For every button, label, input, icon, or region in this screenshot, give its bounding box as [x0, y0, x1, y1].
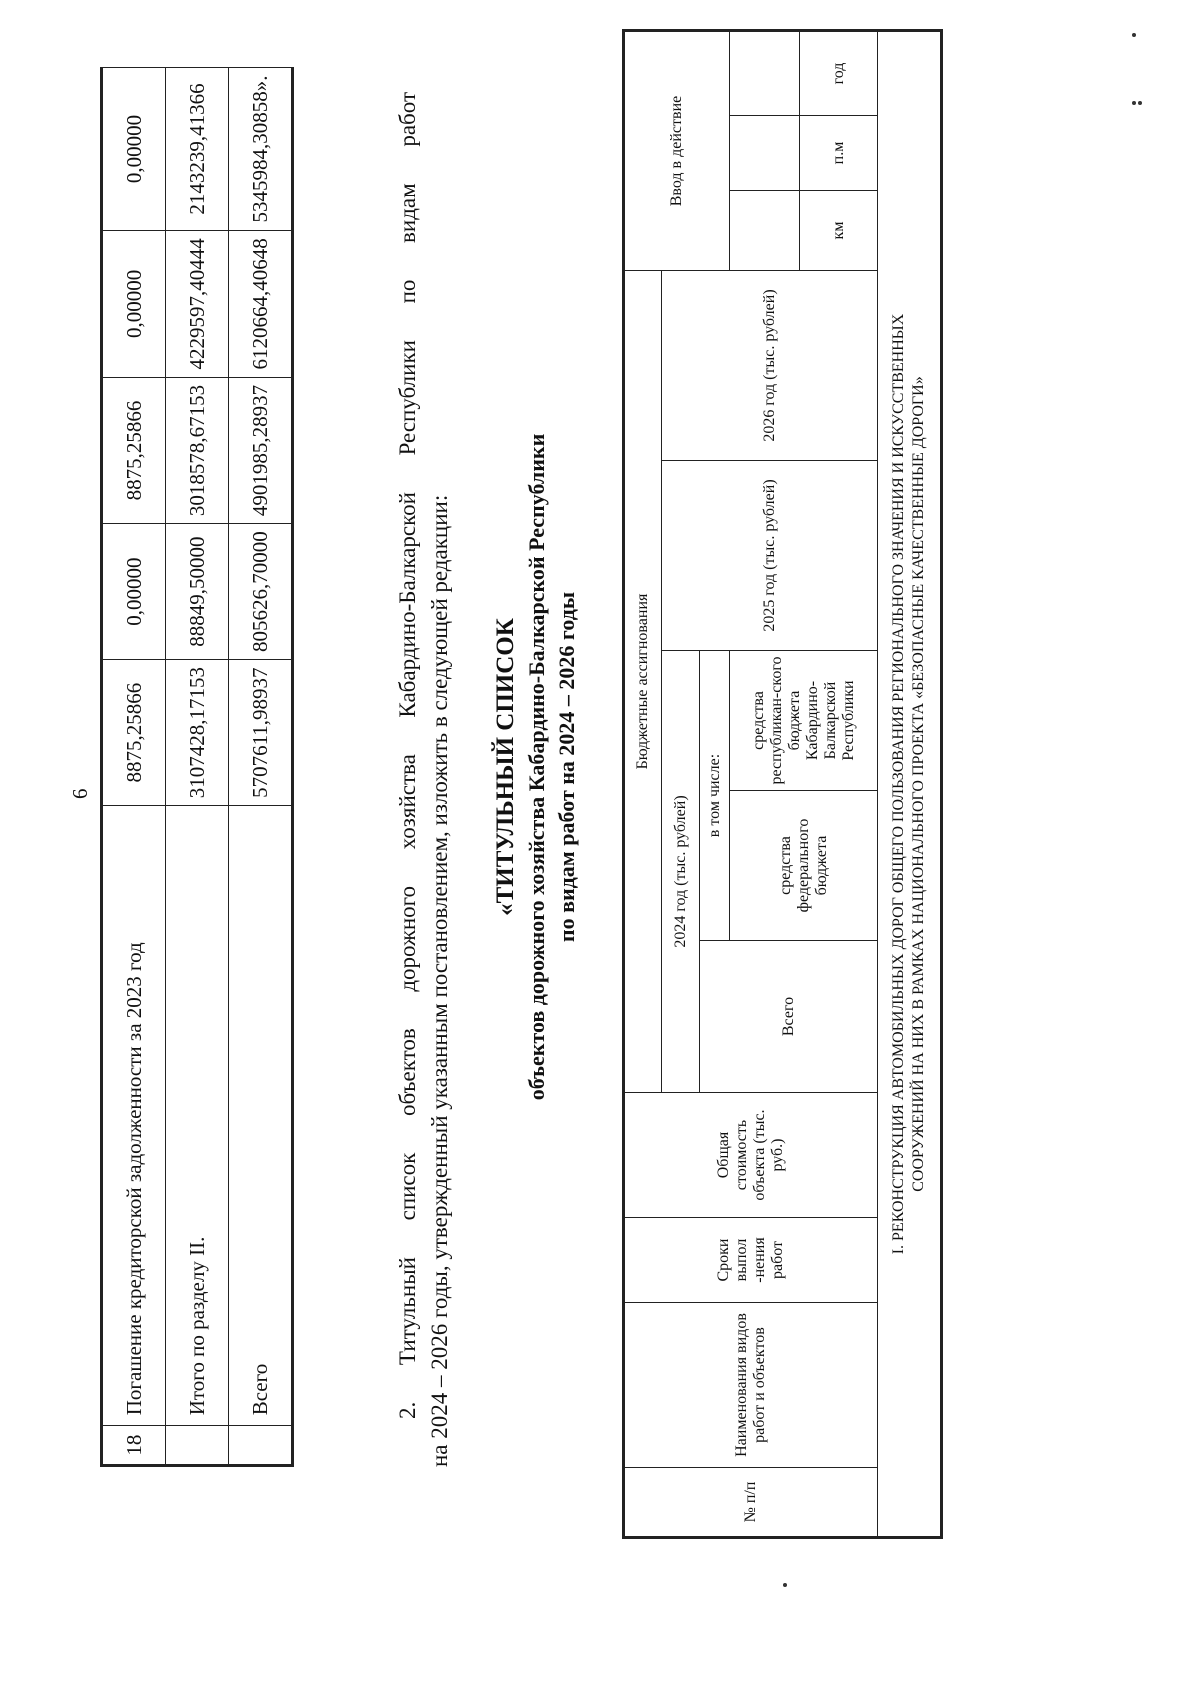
cell-value: 2143239,41366 — [166, 68, 229, 231]
cell-value: 4901985,28937 — [229, 377, 293, 524]
header-terms: Сроки выпол -нения работ — [624, 1218, 878, 1303]
header-commissioning: Ввод в действие — [624, 31, 730, 271]
header-total-cost: Общая стоимость объекта (тыс. руб.) — [624, 1093, 878, 1218]
header-name: Наименования видов работ и объектов — [624, 1303, 878, 1468]
table-row — [166, 68, 229, 1466]
scan-speck — [1132, 33, 1136, 37]
financing-table — [100, 67, 294, 1467]
header-year-2024: 2024 год (тыс. рублей) — [662, 651, 700, 1093]
titular-list-table — [622, 29, 943, 1539]
cell-value: 5707611,98937 — [229, 659, 293, 806]
row-number: 18 — [102, 1426, 166, 1466]
header-federal-funds: средства федерального бюджета — [730, 791, 878, 941]
header-blank-cell — [730, 116, 800, 191]
scan-speck — [1132, 101, 1136, 105]
row-number — [229, 1426, 293, 1466]
cell-value: 88849,50000 — [166, 524, 229, 660]
header-blank-cell — [730, 31, 800, 116]
scan-speck — [783, 1583, 787, 1587]
cell-value: 3018578,67153 — [166, 377, 229, 524]
header-total: Всего — [700, 941, 878, 1093]
table-row — [102, 68, 166, 1466]
amendment-paragraph — [392, 92, 456, 1467]
cell-value: 0,00000 — [102, 231, 166, 378]
paragraph-line: 2. Титульный список объектов дорожного хозяйства Кабардино-Балкарской Республики по видам работ — [395, 92, 420, 1419]
header-year: год — [800, 31, 878, 116]
header-year-2026: 2026 год (тыс. рублей) — [662, 271, 878, 461]
header-including: в том числе: — [700, 651, 730, 941]
header-km: км — [800, 191, 878, 271]
page-number: 6 — [68, 788, 92, 799]
cell-value: 0,00000 — [102, 68, 166, 231]
title-subtitle: объектов дорожного хозяйства Кабардино-Балкарской Республики — [524, 433, 549, 1101]
cell-value: 805626,70000 — [229, 524, 293, 660]
section-heading-line: СООРУЖЕНИЙ НА НИХ В РАМКАХ НАЦИОНАЛЬНОГО ПРОЕКТА «БЕЗОПАСНЫЕ КАЧЕСТВЕННЫЕ ДОРОГИ» — [910, 376, 927, 1192]
title-subtitle: по видам работ на 2024 – 2026 годы — [554, 591, 579, 943]
cell-value: 0,00000 — [102, 524, 166, 660]
row-name: Погашение кредиторской задолженности за 2023 год — [102, 806, 166, 1426]
cell-value: 5345984,30858». — [229, 68, 293, 231]
section-heading-line: I. РЕКОНСТРУКЦИЯ АВТОМОБИЛЬНЫХ ДОРОГ ОБЩЕГО ПОЛЬЗОВАНИЯ РЕГИОНАЛЬНОГО ЗНАЧЕНИЯ И ИСКУССТВЕННЫХ — [890, 313, 907, 1255]
header-republic-funds: средства республикан-ского бюджета Кабардино-Балкарской Республики — [730, 651, 878, 791]
row-name: Итого по разделу II. — [166, 806, 229, 1426]
cell-value: 3107428,17153 — [166, 659, 229, 806]
header-pm: п.м — [800, 116, 878, 191]
row-number — [166, 1426, 229, 1466]
scan-speck — [1138, 101, 1142, 105]
paragraph-line: на 2024 – 2026 годы, утвержденный указанным постановлением, изложить в следующей редакции: — [427, 494, 452, 1467]
document-title — [490, 67, 582, 1467]
header-number: № п/п — [624, 1468, 878, 1538]
header-year-2025: 2025 год (тыс. рублей) — [662, 461, 878, 651]
cell-value: 6120664,40648 — [229, 231, 293, 378]
cell-value: 4229597,40444 — [166, 231, 229, 378]
cell-value: 8875,25866 — [102, 659, 166, 806]
header-budget-allocations: Бюджетные ассигнования — [624, 271, 662, 1093]
cell-value: 8875,25866 — [102, 377, 166, 524]
section-heading — [878, 31, 942, 1538]
header-blank-cell — [730, 191, 800, 271]
title-main: «ТИТУЛЬНЫЙ СПИСОК — [492, 618, 519, 916]
table-row — [229, 68, 293, 1466]
row-name: Всего — [229, 806, 293, 1426]
